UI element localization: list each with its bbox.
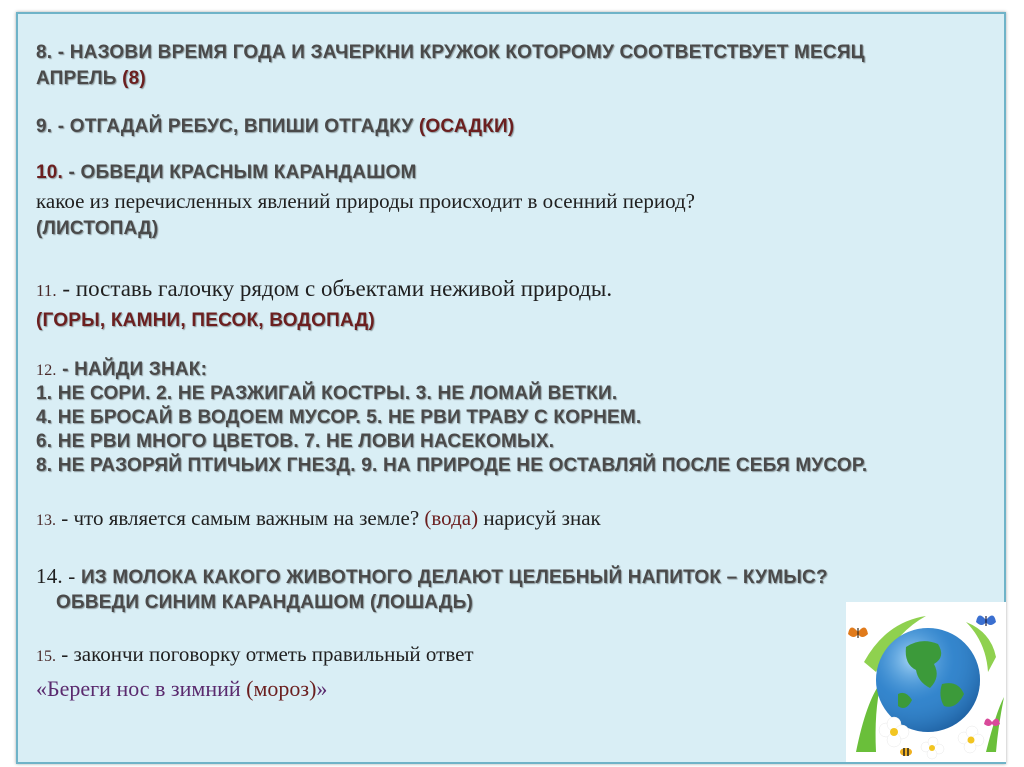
q10-question-text: какое из перечисленных явлений природы происходит в осенний период? — [36, 189, 695, 213]
q13-text: что является самым важным на земле? — [73, 506, 425, 530]
q11-line — [36, 276, 612, 302]
q10-text: - ОБВЕДИ КРАСНЫМ КАРАНДАШОМ — [63, 162, 417, 183]
q11-answer: (ГОРЫ, КАМНИ, ПЕСОК, ВОДОПАД) — [36, 310, 375, 331]
q9-text: 9. - ОТГАДАЙ РЕБУС, ВПИШИ ОТГАДКУ — [36, 116, 419, 137]
q14-text: ИЗ МОЛОКА КАКОГО ЖИВОТНОГО ДЕЛАЮТ ЦЕЛЕБНЫЙ НАПИТОК – КУМЫС? — [80, 567, 828, 588]
q11-answer-line — [36, 308, 375, 334]
q8-line1 — [36, 40, 865, 66]
q12-line — [36, 357, 207, 384]
q13-tail: нарисуй знак — [478, 506, 601, 530]
q13-line — [36, 506, 601, 531]
q12-rule-1: 1. НЕ СОРИ. 2. НЕ РАЗЖИГАЙ КОСТРЫ. 3. НЕ ЛОМАЙ ВЕТКИ. — [36, 383, 618, 404]
q13-dash: - — [56, 506, 74, 530]
q10-answer-line — [36, 216, 158, 242]
q10-answer: (ЛИСТОПАД) — [36, 218, 159, 239]
q8-text-2: АПРЕЛЬ — [36, 68, 123, 89]
q11-number: 11. — [36, 281, 57, 300]
q15-dash: - — [56, 642, 74, 666]
q15-saying-close: » — [316, 676, 328, 701]
q12-rule-3: 6. НЕ РВИ МНОГО ЦВЕТОВ. 7. НЕ ЛОВИ НАСЕКОМЫХ. — [36, 431, 555, 452]
q15-text: закончи поговорку отметь правильный ответ — [73, 642, 474, 666]
q14-line — [36, 563, 828, 591]
q12-rule-4: 8. НЕ РАЗОРЯЙ ПТИЧЬИХ ГНЕЗД. 9. НА ПРИРОДЕ НЕ ОСТАВЛЯЙ ПОСЛЕ СЕБЯ МУСОР. — [36, 455, 868, 476]
q10-line — [36, 160, 417, 186]
q15-line — [36, 642, 474, 667]
q8-line2 — [36, 66, 146, 92]
q8-answer: (8) — [122, 68, 146, 89]
q15-number: 15. — [36, 648, 56, 665]
q13-answer: (вода) — [424, 506, 479, 530]
q12-text: - НАЙДИ ЗНАК: — [56, 359, 208, 380]
q12-rule-2: 4. НЕ БРОСАЙ В ВОДОЕМ МУСОР. 5. НЕ РВИ ТРАВУ С КОРНЕМ. — [36, 407, 642, 428]
q15-answer: (мороз) — [246, 676, 317, 701]
q13-number: 13. — [36, 512, 56, 529]
q14-text-2: ОБВЕДИ СИНИМ КАРАНДАШОМ — [56, 592, 370, 613]
q9-answer: (ОСАДКИ) — [418, 116, 515, 137]
q14-line2 — [56, 590, 473, 616]
q11-text: - поставь галочку рядом с объектами неживой природы. — [56, 276, 613, 301]
q12-number: 12. — [36, 362, 57, 379]
q15-saying — [36, 676, 327, 702]
q14-number: 14. - — [36, 564, 81, 588]
q14-answer: (ЛОШАДЬ) — [369, 592, 474, 613]
q9-line — [36, 114, 514, 140]
q10-question — [36, 189, 695, 214]
q8-text: 8. - НАЗОВИ ВРЕМЯ ГОДА И ЗАЧЕРКНИ КРУЖОК КОТОРОМУ СООТВЕТСТВУЕТ МЕСЯЦ — [36, 42, 865, 63]
earth-globe-icon — [846, 602, 1006, 762]
q10-number: 10. — [36, 162, 64, 183]
q15-saying-text: «Береги нос в зимний — [36, 676, 247, 701]
